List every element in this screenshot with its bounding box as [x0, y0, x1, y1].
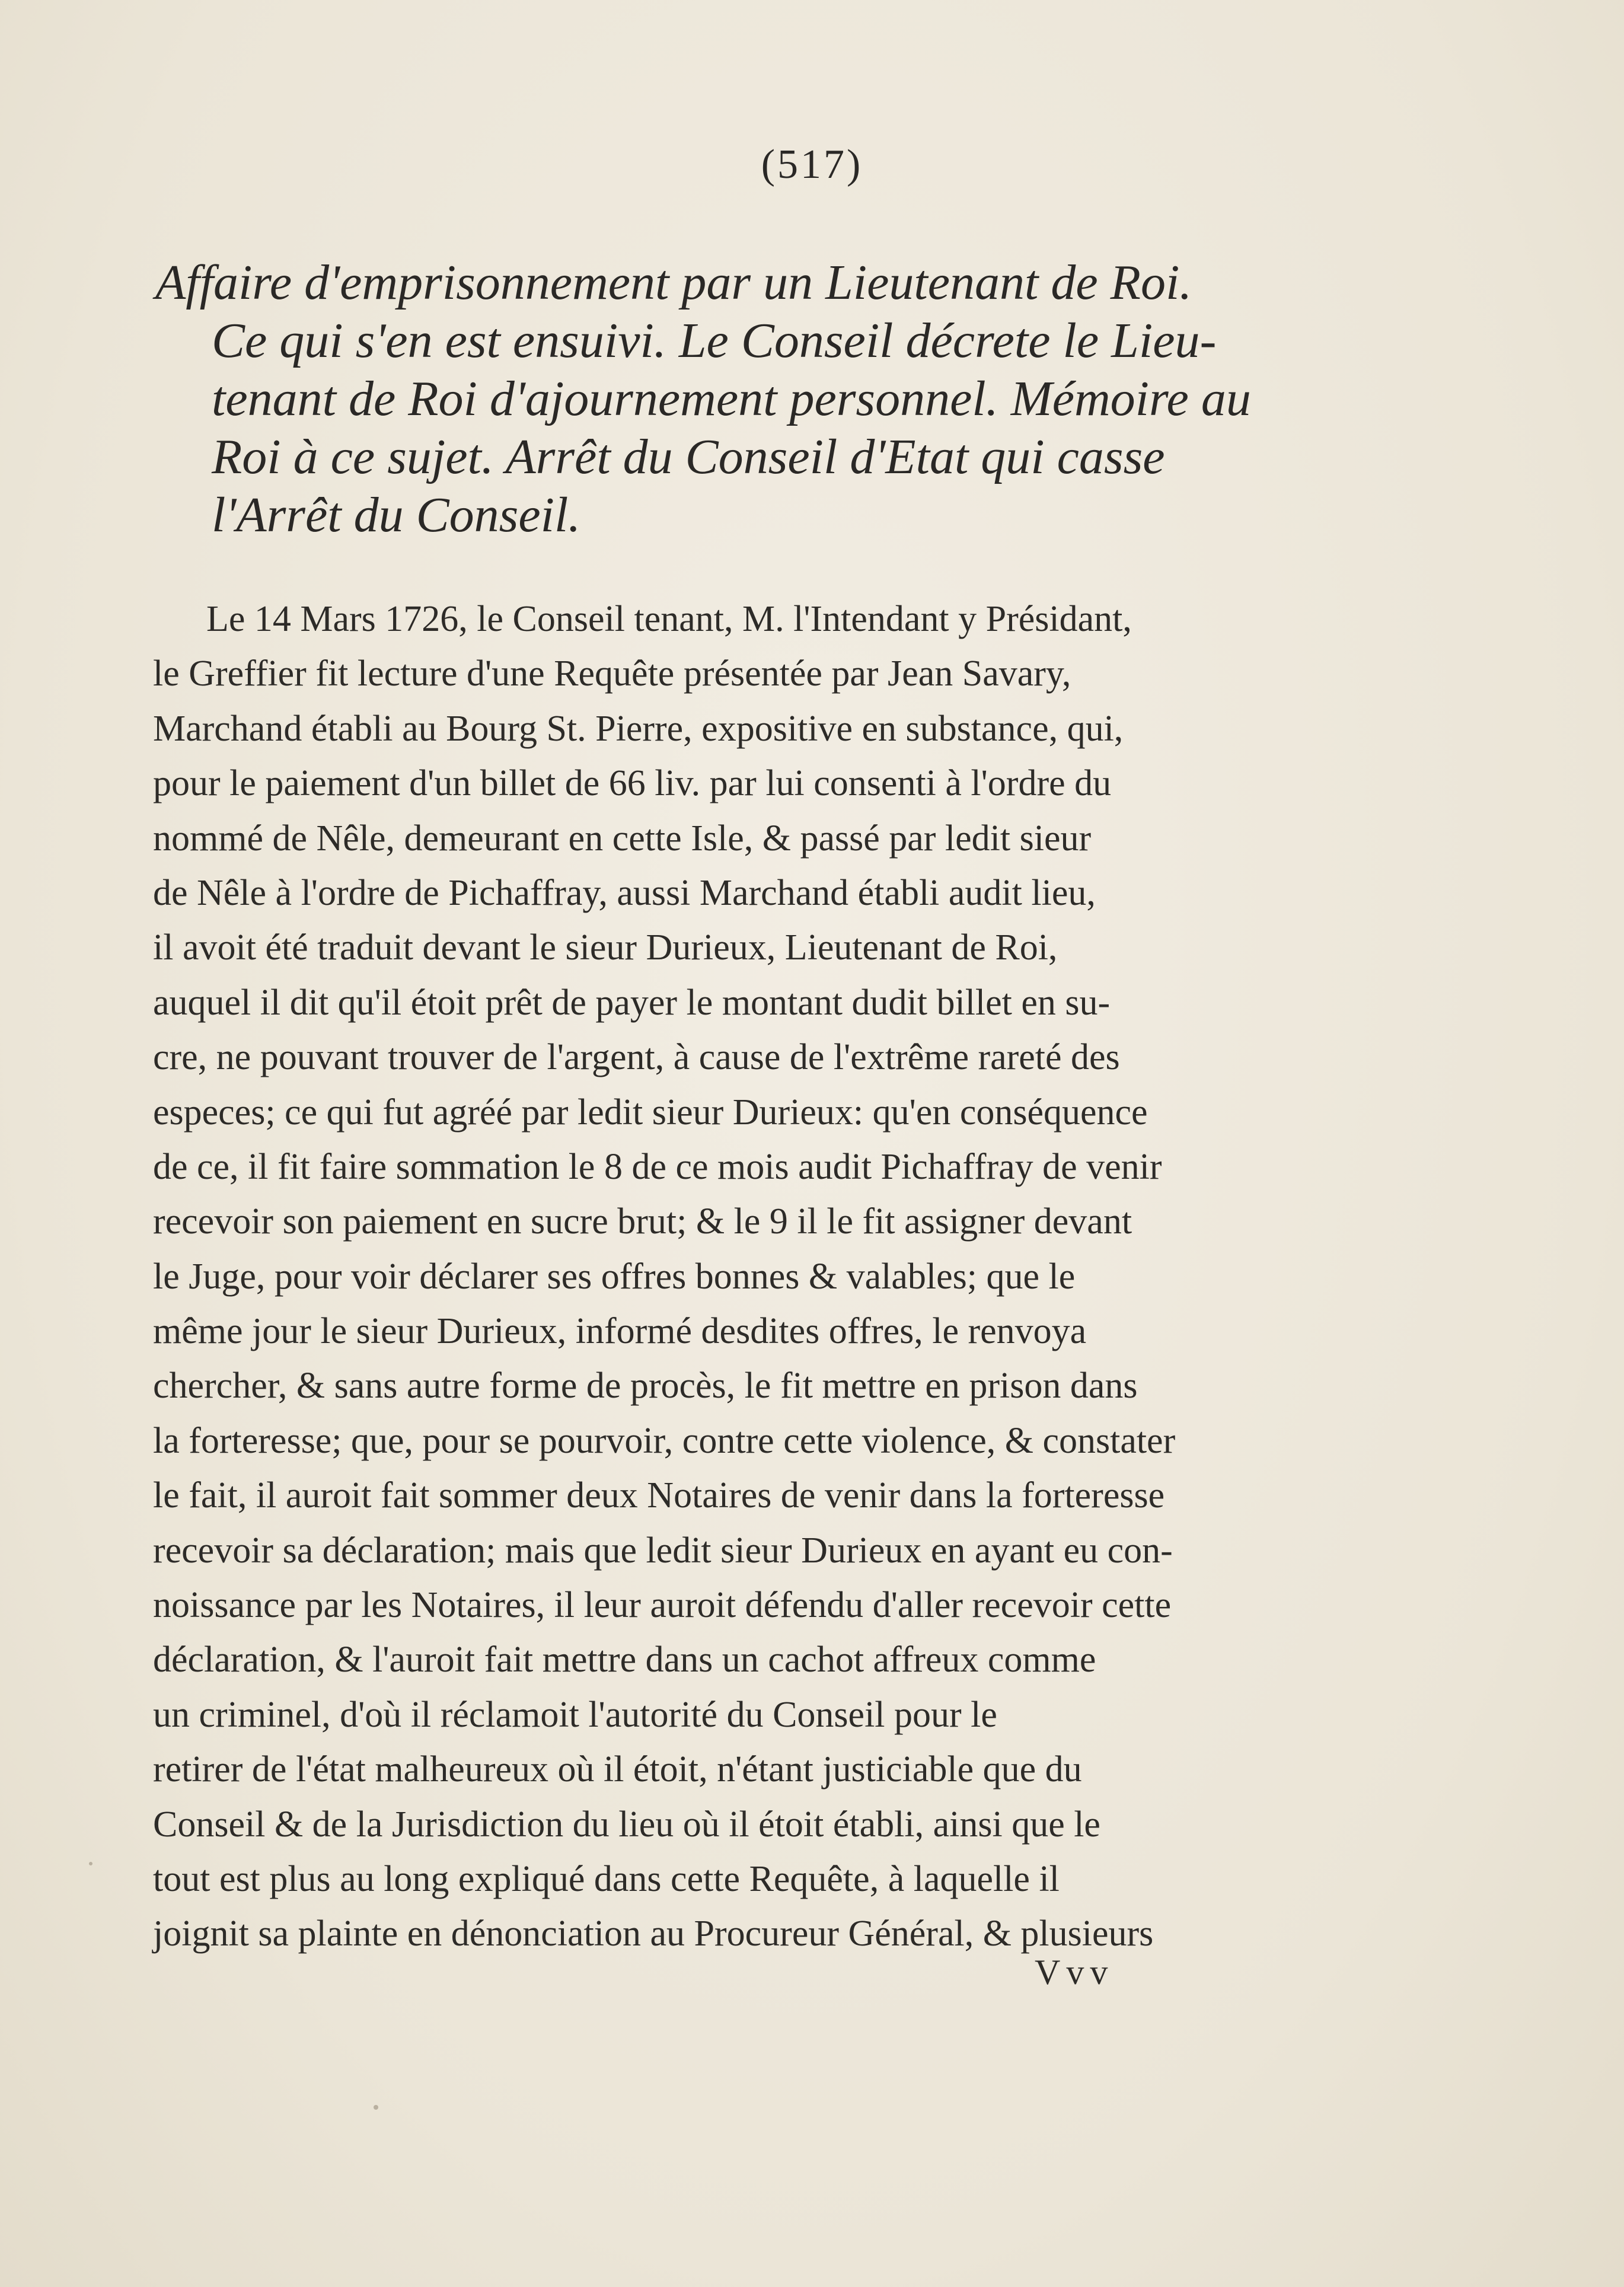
body-line: chercher, & sans autre forme de procès, le fit mettre en prison dans: [153, 1366, 1138, 1406]
title-line: l'Arrêt du Conseil.: [212, 487, 581, 543]
body-line: même jour le sieur Durieux, informé desdites offres, le renvoya: [153, 1311, 1087, 1352]
title-line: Roi à ce sujet. Arrêt du Conseil d'Etat qui casse: [212, 429, 1165, 484]
body-line: il avoit été traduit devant le sieur Durieux, Lieutenant de Roi,: [153, 927, 1058, 968]
body-line: tout est plus au long expliqué dans cette Requête, à laquelle il: [153, 1858, 1060, 1899]
body-line: un criminel, d'où il réclamoit l'autorité du Conseil pour le: [153, 1694, 997, 1735]
body-line: noissance par les Notaires, il leur auroit défendu d'aller recevoir cette: [153, 1585, 1172, 1626]
title-line: tenant de Roi d'ajournement personnel. Mémoire au: [212, 371, 1251, 426]
body-line: la forteresse; que, pour se pourvoir, contre cette violence, & constater: [153, 1420, 1176, 1461]
paper-speck: [89, 1862, 92, 1865]
body-line: de ce, il fit faire sommation le 8 de ce mois audit Pichaffray de venir: [153, 1146, 1162, 1187]
body-line: Le 14 Mars 1726, le Conseil tenant, M. l'Intendant y Présidant,: [206, 599, 1132, 639]
body-line: recevoir son paiement en sucre brut; & le 9 il le fit assigner devant: [153, 1201, 1132, 1242]
body-line: le Greffier fit lecture d'une Requête présentée par Jean Savary,: [153, 653, 1071, 694]
title-line: Affaire d'emprisonnement par un Lieutenant de Roi.: [155, 255, 1192, 310]
body-line: de Nêle à l'ordre de Pichaffray, aussi Marchand établi audit lieu,: [153, 872, 1096, 913]
body-line: auquel il dit qu'il étoit prêt de payer le montant dudit billet en su-: [153, 982, 1111, 1023]
body-line: Conseil & de la Jurisdiction du lieu où il étoit établi, ainsi que le: [153, 1804, 1100, 1845]
title-line: Ce qui s'en est ensuivi. Le Conseil décrete le Lieu-: [212, 313, 1217, 368]
body-line: pour le paiement d'un billet de 66 liv. par lui consenti à l'ordre du: [153, 763, 1112, 804]
section-title: [155, 254, 1341, 544]
body-text: [153, 592, 1339, 1961]
body-line: cre, ne pouvant trouver de l'argent, à cause de l'extrême rareté des: [153, 1037, 1120, 1078]
body-line: Marchand établi au Bourg St. Pierre, expositive en substance, qui,: [153, 708, 1124, 749]
body-line: le fait, il auroit fait sommer deux Notaires de venir dans la forteresse: [153, 1475, 1165, 1516]
body-line: déclaration, & l'auroit fait mettre dans un cachot affreux comme: [153, 1640, 1096, 1680]
page-number: (517): [761, 142, 863, 187]
body-line: recevoir sa déclaration; mais que ledit sieur Durieux en ayant eu con-: [153, 1530, 1173, 1571]
body-line: joignit sa plainte en dénonciation au Procureur Général, & plusieurs: [153, 1913, 1154, 1954]
body-line: especes; ce qui fut agréé par ledit sieur Durieux: qu'en conséquence: [153, 1092, 1148, 1133]
paper-speck: [374, 2105, 378, 2110]
signature-mark: Vvv: [1035, 1953, 1114, 1992]
body-line: retirer de l'état malheureux où il étoit, n'étant justiciable que du: [153, 1749, 1082, 1790]
body-line: le Juge, pour voir déclarer ses offres bonnes & valables; que le: [153, 1256, 1076, 1297]
body-line: nommé de Nêle, demeurant en cette Isle, & passé par ledit sieur: [153, 818, 1092, 859]
